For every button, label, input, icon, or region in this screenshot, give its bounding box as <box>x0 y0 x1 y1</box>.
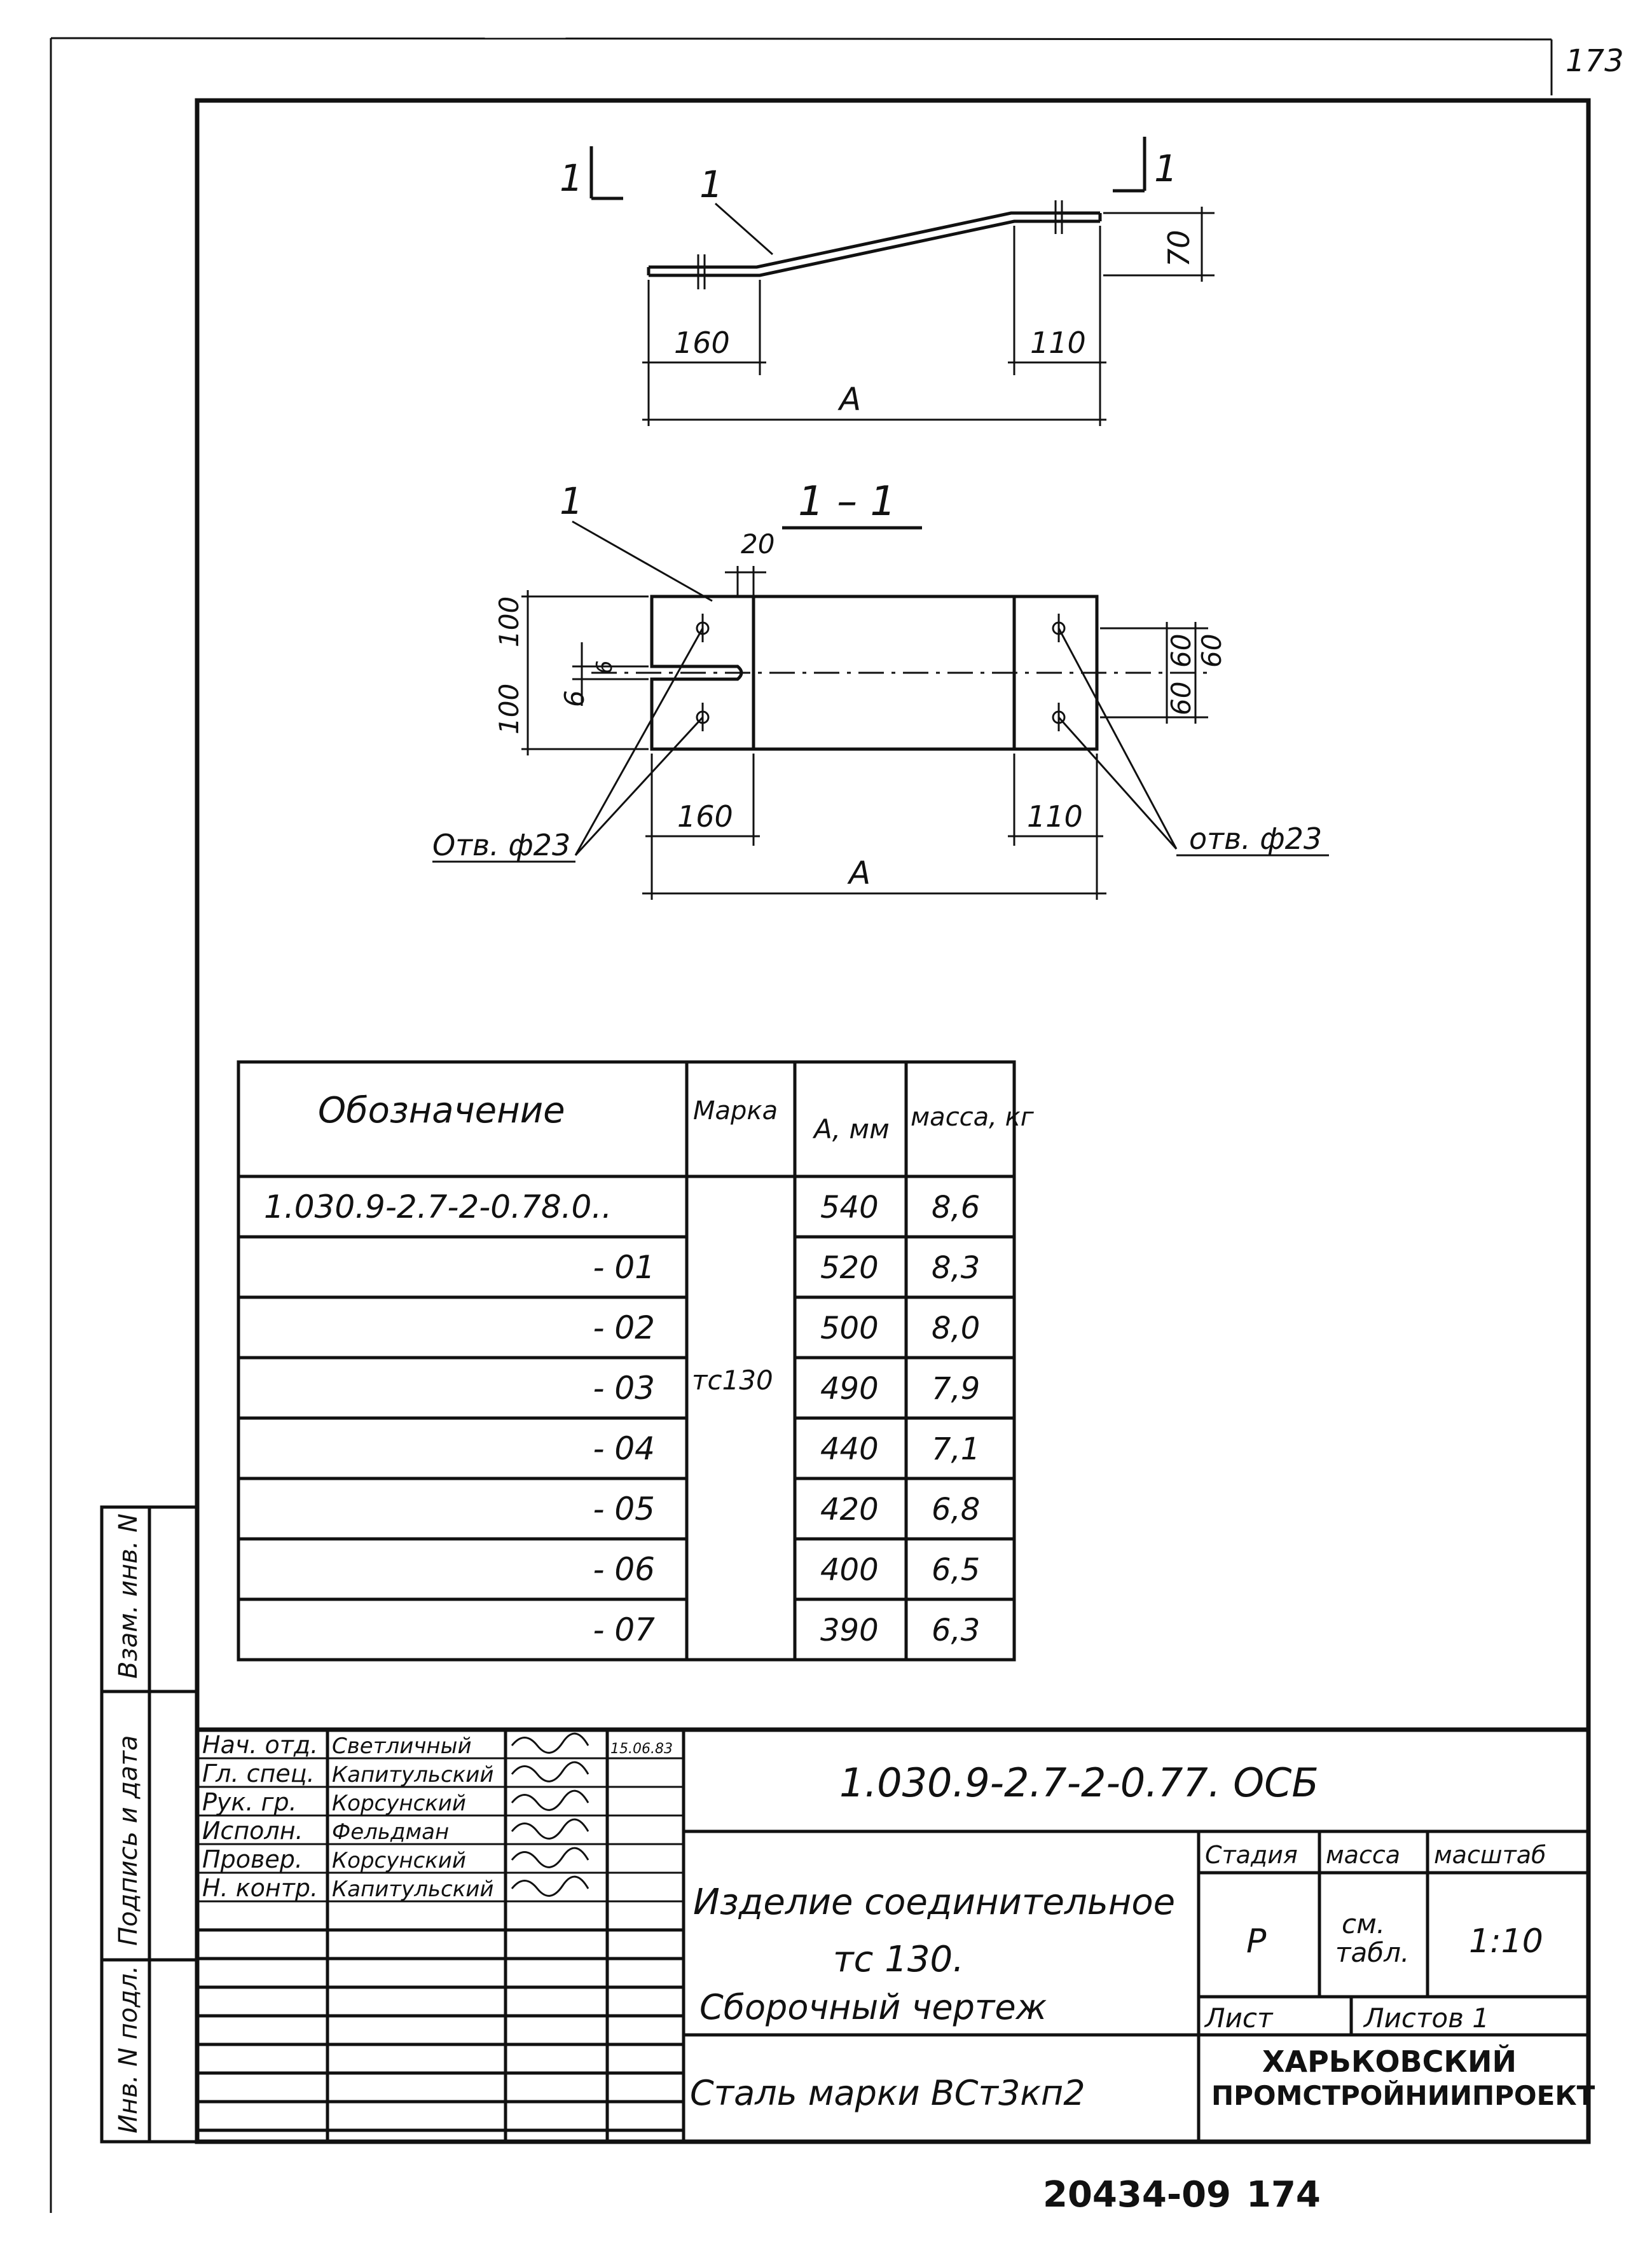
row-mass-value: 7,1 <box>932 1431 981 1467</box>
dimA-label: A <box>839 381 862 418</box>
marka-value: тс130 <box>692 1365 773 1396</box>
org-line-2: ПРОМСТРОЙНИИПРОЕКТ <box>1211 2080 1595 2111</box>
row-designation: - 01 <box>593 1249 655 1286</box>
row-a-value: 540 <box>820 1190 879 1225</box>
dim110-label: 110 <box>1030 326 1086 360</box>
scale-label: масштаб <box>1434 1841 1546 1869</box>
signer-role: Нач. отд. <box>202 1731 319 1759</box>
dim60-bottom-label: 60 <box>1166 681 1197 715</box>
header-marka: Марка <box>693 1096 778 1126</box>
row-designation: - 06 <box>593 1551 655 1588</box>
row-a-value: 420 <box>820 1492 879 1527</box>
row-designation: - 05 <box>593 1491 655 1527</box>
signature-mark <box>512 1791 588 1810</box>
row-mass-value: 6,5 <box>932 1552 981 1588</box>
stage-value: Р <box>1246 1922 1267 1960</box>
signer-name: Светличный <box>332 1733 472 1759</box>
signer-role: Рук. гр. <box>202 1788 297 1816</box>
hole-label-right: отв. ф23 <box>1189 822 1323 856</box>
row-a-value: 520 <box>820 1250 879 1286</box>
signature-mark <box>512 1733 588 1753</box>
row-designation: - 07 <box>593 1611 655 1648</box>
signer-date: 15.06.83 <box>610 1741 673 1757</box>
signature-mark <box>512 1848 588 1867</box>
dim6-label-small: 6 <box>592 660 617 674</box>
row-mass-value: 7,9 <box>932 1371 981 1407</box>
row-mass-value: 6,3 <box>932 1613 981 1648</box>
org-line-1: ХАРЬКОВСКИЙ <box>1262 2044 1517 2079</box>
signer-name: Капитульский <box>332 1762 494 1788</box>
signer-name: Капитульский <box>332 1877 494 1902</box>
section-mark-left-label: 1 <box>560 156 583 200</box>
title-line-1: Изделие соединительное <box>693 1882 1176 1923</box>
signer-name: Фельдман <box>332 1819 450 1845</box>
row-mass-value: 8,0 <box>932 1311 981 1346</box>
row-mass-value: 8,6 <box>932 1190 981 1225</box>
mass-label: масса <box>1326 1841 1401 1869</box>
title-line-3: Сборочный чертеж <box>699 1987 1047 2027</box>
scale-value: 1:10 <box>1469 1922 1543 1960</box>
signer-role: Провер. <box>202 1845 303 1873</box>
row-designation: - 03 <box>593 1370 655 1407</box>
row-a-value: 440 <box>820 1431 879 1467</box>
mass-value-2: табл. <box>1335 1937 1410 1968</box>
dim60-top-label-2: 60 <box>1196 633 1227 668</box>
side-label-vzam: Взам. инв. N <box>114 1513 143 1679</box>
dim6-label: 6 <box>559 690 590 707</box>
row-a-value: 400 <box>820 1552 879 1588</box>
sheet-number-bottom: 174 <box>1246 2174 1321 2215</box>
sec-dim160-label: 160 <box>677 799 733 834</box>
signer-name: Корсунский <box>332 1791 466 1816</box>
hole-label-left: Отв. ф23 <box>432 828 571 862</box>
spec-table <box>238 1062 1035 1660</box>
row-lines <box>238 1237 1014 1599</box>
dim20-label: 20 <box>741 528 775 560</box>
sheet-label: Лист <box>1205 2002 1273 2034</box>
signature-mark <box>512 1819 588 1838</box>
drawing-code: 1.030.9-2.7-2-0.77. ОСБ <box>839 1760 1319 1806</box>
side-label-inv: Инв. N подл. <box>114 1965 143 2133</box>
row-mass-value: 6,8 <box>932 1492 981 1527</box>
hole-leader-left-2 <box>575 717 703 855</box>
row-a-value: 390 <box>820 1613 879 1648</box>
signer-name: Корсунский <box>332 1848 466 1873</box>
title-line-2: тс 130. <box>833 1939 964 1980</box>
sec-dim110-label: 110 <box>1027 799 1083 834</box>
part-callout-section: 1 <box>560 479 583 523</box>
signer-role: Н. контр. <box>202 1874 319 1902</box>
section-view <box>432 478 1329 900</box>
header-designation: Обозначение <box>318 1090 565 1131</box>
signer-role: Гл. спец. <box>202 1760 315 1788</box>
part-callout-top: 1 <box>699 163 723 206</box>
sheets-label: Листов 1 <box>1364 2002 1489 2034</box>
section-mark-right-label: 1 <box>1154 147 1178 190</box>
sheet-number-top: 173 <box>1566 43 1624 79</box>
elevation-view <box>560 137 1215 426</box>
row-designation: - 04 <box>593 1430 655 1467</box>
side-strip <box>102 1507 197 2142</box>
row-designation: - 02 <box>593 1309 655 1346</box>
archive-number: 20434-09 <box>1043 2174 1231 2215</box>
title-block <box>197 1730 1595 2142</box>
signature-mark <box>512 1762 588 1781</box>
row-mass-value: 8,3 <box>932 1250 981 1286</box>
part-leader-section <box>572 521 712 601</box>
part-leader-top <box>715 203 773 254</box>
dim100-bottom-label: 100 <box>493 683 525 734</box>
header-mass: масса, кг <box>911 1103 1034 1132</box>
row-designation: 1.030.9-2.7-2-0.78.0.. <box>264 1189 612 1225</box>
header-a: А, мм <box>814 1113 890 1145</box>
sec-dimA-label: A <box>849 855 871 892</box>
side-label-podpis: Подпись и дата <box>114 1735 143 1946</box>
mass-value-1: см. <box>1342 1908 1386 1940</box>
dim160-label: 160 <box>674 326 730 360</box>
dim60-top-label: 60 <box>1166 633 1197 668</box>
paper-top-edge <box>51 38 1552 39</box>
signer-role: Исполн. <box>202 1817 303 1845</box>
material: Сталь марки ВСт3кп2 <box>690 2073 1085 2113</box>
dim100-top-label: 100 <box>493 596 525 647</box>
row-a-value: 490 <box>820 1371 879 1407</box>
section-title: 1 – 1 <box>798 478 897 525</box>
row-a-value: 500 <box>820 1311 879 1346</box>
dim70-label: 70 <box>1162 230 1196 267</box>
stage-label: Стадия <box>1205 1841 1298 1869</box>
signature-mark <box>512 1877 588 1896</box>
